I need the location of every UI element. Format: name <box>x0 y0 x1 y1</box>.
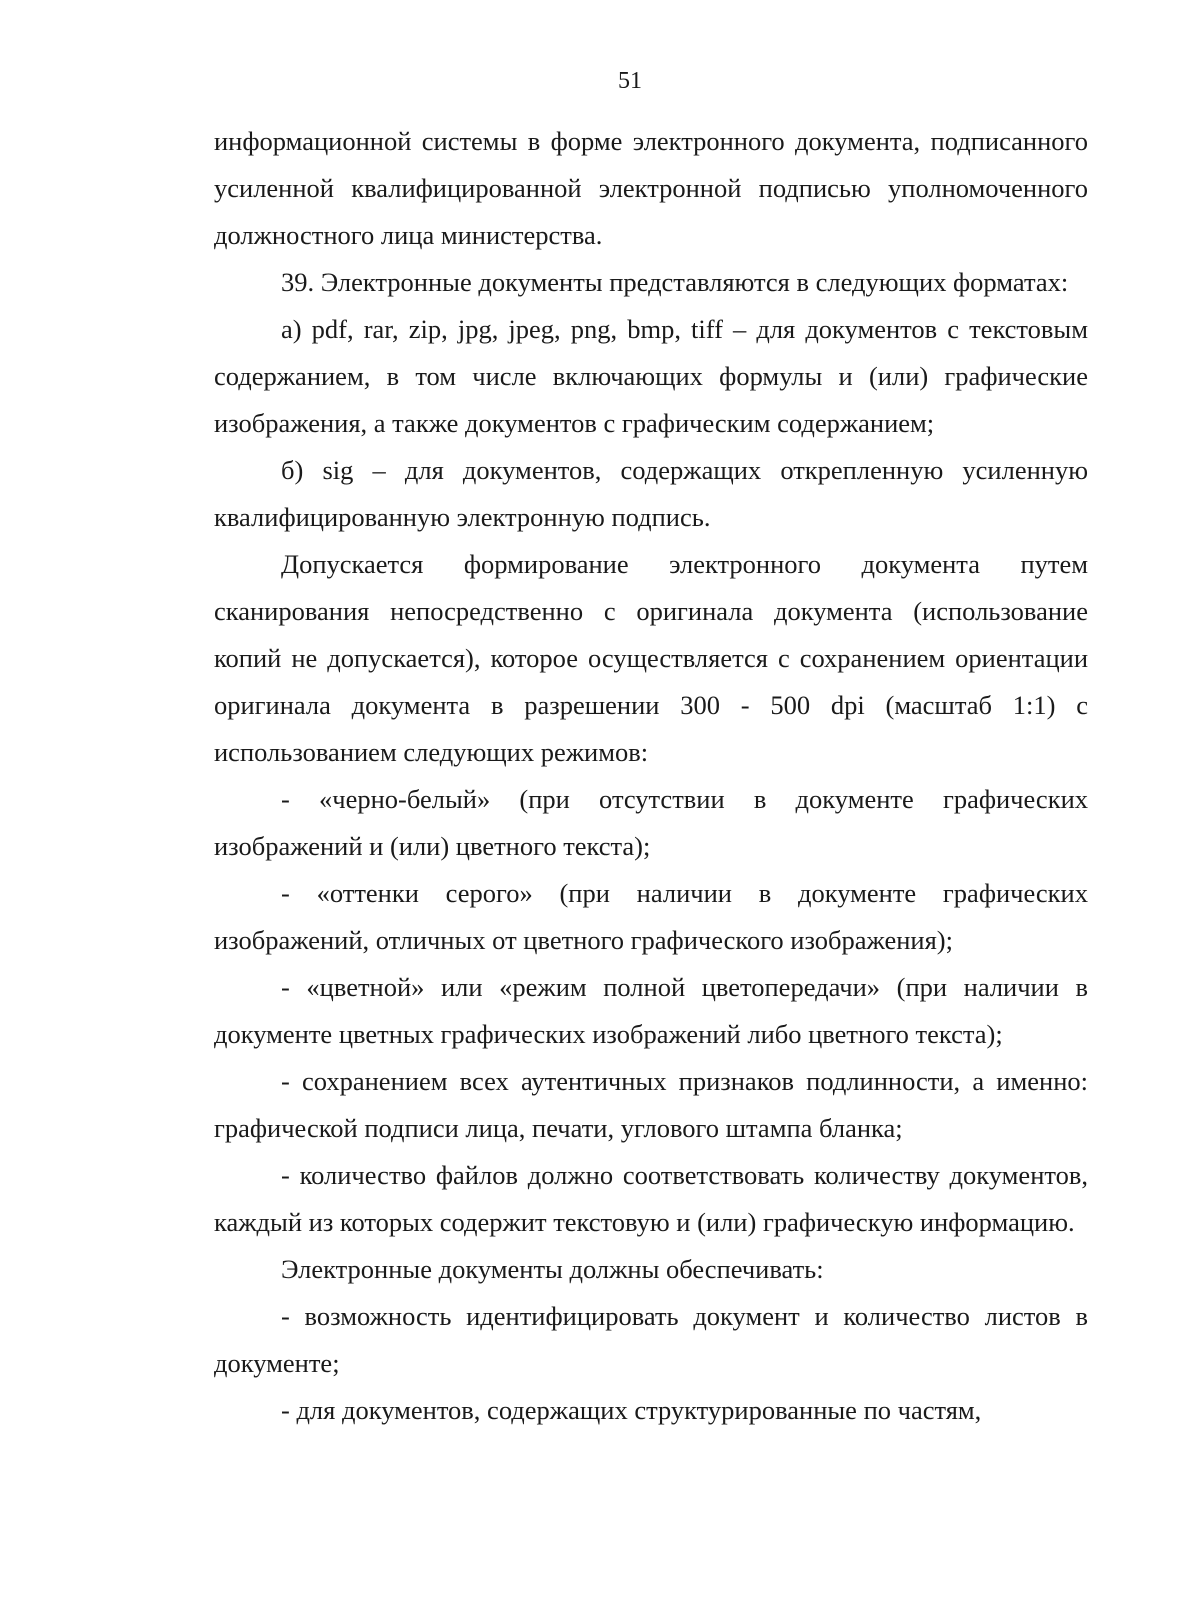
paragraph-formats-b: б) sig – для документов, содержащих открепленную усиленную квалифицированную электронную подпись. <box>214 455 1088 532</box>
list-item-identification: - возможность идентифицировать документ и количество листов в документе; <box>214 1301 1088 1378</box>
list-item-color: - «цветной» или «режим полной цветопередачи» (при наличии в документе цветных графических изображений либо цветного текста); <box>214 972 1088 1049</box>
page-number: 51 <box>618 68 642 94</box>
paragraph-formats-a: а) pdf, rar, zip, jpg, jpeg, png, bmp, tiff – для документов с текстовым содержанием, в том числе включающих формулы и (или) графические изображения, а также документов с графическим содержанием; <box>214 314 1088 438</box>
paragraph-item-39: 39. Электронные документы представляются в следующих форматах: <box>281 267 1069 297</box>
list-item-structured: - для документов, содержащих структурированные по частям, <box>281 1395 982 1425</box>
list-item-grayscale: - «оттенки серого» (при наличии в документе графических изображений, отличных от цветного графического изображения); <box>214 878 1088 955</box>
list-item-file-count: - количество файлов должно соответствовать количеству документов, каждый из которых содержит текстовую и (или) графическую информацию. <box>214 1160 1088 1237</box>
paragraph-scanning: Допускается формирование электронного документа путем сканирования непосредственно с оригинала документа (использование копий не допускается), которое осуществляется с сохранением ориентации оригинала документа в разрешении 300 - 500 dpi (масштаб 1:1) с использованием следующих режимов: <box>214 549 1088 767</box>
paragraph-must-provide: Электронные документы должны обеспечивать: <box>281 1254 824 1284</box>
list-item-authenticity: - сохранением всех аутентичных признаков подлинности, а именно: графической подписи лица, печати, углового штампа бланка; <box>214 1066 1088 1143</box>
list-item-black-white: - «черно-белый» (при отсутствии в документе графических изображений и (или) цветного текста); <box>214 784 1088 861</box>
document-body <box>214 118 1088 1434</box>
paragraph-continuation: информационной системы в форме электронного документа, подписанного усиленной квалифицированной электронной подписью уполномоченного должностного лица министерства. <box>214 126 1088 250</box>
